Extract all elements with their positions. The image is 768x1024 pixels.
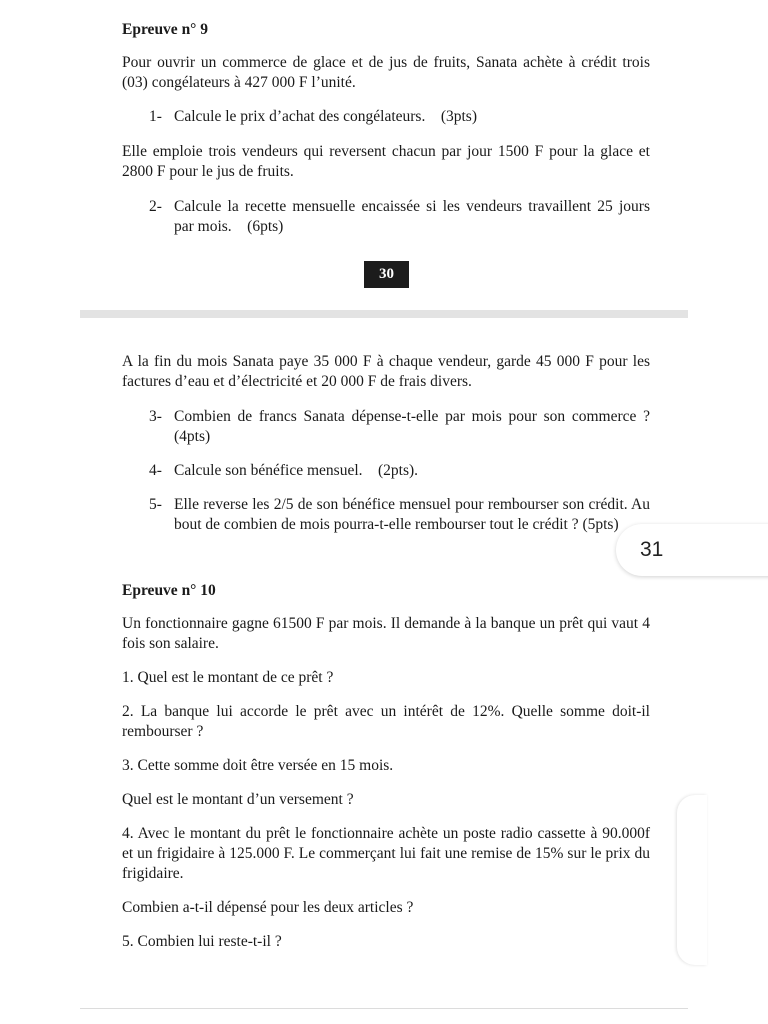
exercise-9-paragraph-2: Elle emploie trois vendeurs qui reversent chacun par jour 1500 F pour la glace et 2800 F pour le jus de fruits. <box>122 143 650 180</box>
exercise-9-paragraph-3: A la fin du mois Sanata paye 35 000 F à chaque vendeur, garde 45 000 F pour les factures d’eau et d’électricité et 20 000 F de frais divers. <box>122 353 650 390</box>
exercise-10-intro: Un fonctionnaire gagne 61500 F par mois. Il demande à la banque un prêt qui vaut 4 fois son salaire. <box>122 615 650 652</box>
question-5-number: 5- <box>149 496 162 513</box>
page-number-30: 30 <box>364 261 409 288</box>
page-divider <box>80 310 688 318</box>
question-2-text: Calcule la recette mensuelle encaissée si les vendeurs travaillent 25 jours par mois. (6pts) <box>174 198 654 235</box>
exercise-10-question-1: 1. Quel est le montant de ce prêt ? <box>122 669 334 686</box>
question-4 <box>122 461 650 481</box>
question-4-text: Calcule son bénéfice mensuel. (2pts). <box>174 462 419 479</box>
exercise-10-question-5: 5. Combien lui reste-t-il ? <box>122 933 282 950</box>
page-31-block <box>122 352 650 952</box>
exercise-10-title: Epreuve n° 10 <box>122 582 216 599</box>
exercise-10-question-4b: Combien a-t-il dépensé pour les deux articles ? <box>122 899 414 916</box>
exercise-10-question-3b: Quel est le montant d’un versement ? <box>122 791 354 808</box>
question-4-number: 4- <box>149 462 162 479</box>
scrollbar-handle[interactable] <box>677 795 707 965</box>
question-1-text: Calcule le prix d’achat des congélateurs. (3pts) <box>174 108 477 125</box>
page-bottom-edge <box>80 1008 688 1009</box>
question-3 <box>122 407 650 447</box>
current-page-number: 31 <box>640 538 664 561</box>
question-2 <box>122 197 654 237</box>
exercise-9-block <box>122 20 654 237</box>
question-3-number: 3- <box>149 408 162 425</box>
question-5-text: Elle reverse les 2/5 de son bénéfice mensuel pour rembourser son crédit. Au bout de combien de mois pourra-t-elle rembourser tout le crédit ? (5pts) <box>174 496 650 533</box>
question-2-number: 2- <box>149 198 162 215</box>
question-3-text: Combien de francs Sanata dépense-t-elle par mois pour son commerce ? (4pts) <box>174 408 650 445</box>
page-indicator[interactable] <box>616 524 768 576</box>
question-1-number: 1- <box>149 108 162 125</box>
exercise-9-title: Epreuve n° 9 <box>122 21 209 38</box>
exercise-10-question-4: 4. Avec le montant du prêt le fonctionnaire achète un poste radio cassette à 90.000f et un frigidaire à 125.000 F. Le commerçant lui fait une remise de 15% sur le prix du frigidaire. <box>122 825 650 882</box>
question-5 <box>122 495 650 535</box>
exercise-10-question-2: 2. La banque lui accorde le prêt avec un intérêt de 12%. Quelle somme doit-il rembourser ? <box>122 703 650 740</box>
exercise-10-question-3: 3. Cette somme doit être versée en 15 mois. <box>122 757 394 774</box>
exercise-9-intro: Pour ouvrir un commerce de glace et de jus de fruits, Sanata achète à crédit trois (03) congélateurs à 427 000 F l’unité. <box>122 54 650 91</box>
question-1 <box>122 107 650 127</box>
